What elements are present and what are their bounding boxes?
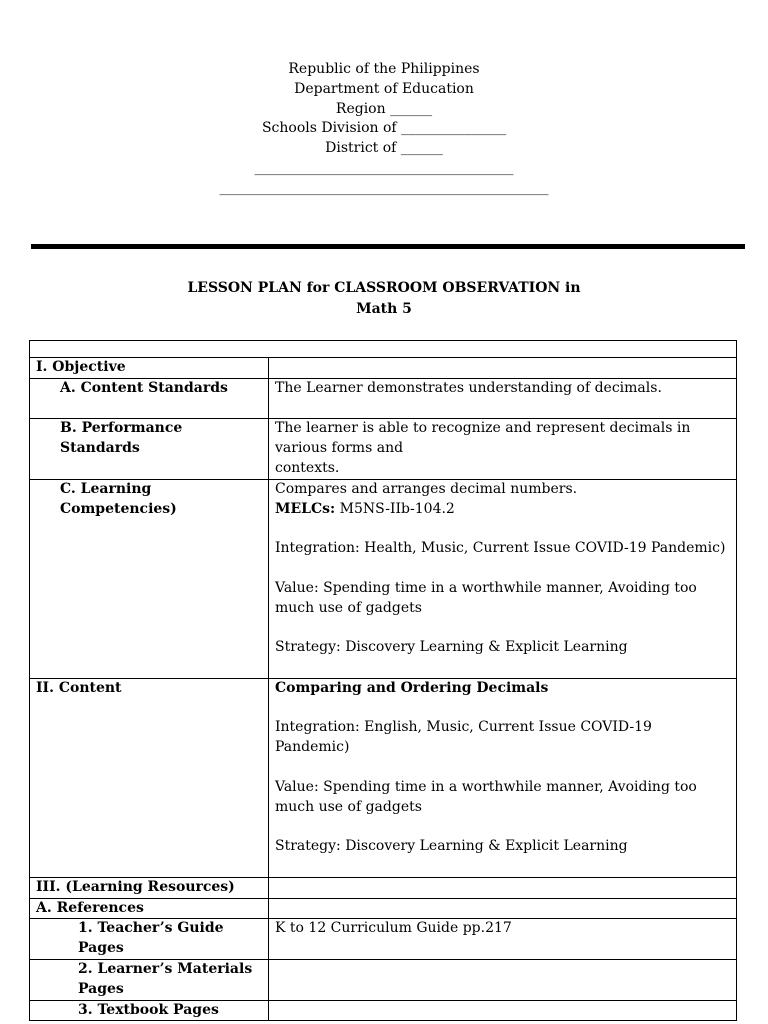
header-region: Region ______ [335,100,433,117]
performance-standards-label: B. Performance Standards [30,419,269,479]
competencies-line-1: Compares and arranges decimal numbers. [275,480,578,497]
competencies-value [269,479,737,678]
table-row [30,898,737,919]
content-standards-label: A. Content Standards [30,378,269,419]
content-standards-value: The Learner demonstrates understanding of decimals. [269,378,737,419]
objective-value [269,358,737,379]
document-header [0,60,768,199]
content-value-text: Value: Spending time in a worthwhile manner, Avoiding too much use of gadgets [275,778,697,815]
table-row [30,419,737,479]
references-label: A. References [30,898,269,919]
textbook-value [269,1000,737,1021]
content-integration: Integration: English, Music, Current Issue COVID-19 Pandemic) [275,719,652,756]
objective-label: I. Objective [30,358,269,379]
content-value [269,678,737,877]
table-row [30,479,737,678]
performance-standards-line-2: contexts. [275,459,340,476]
table-row [30,341,737,358]
header-department: Department of Education [294,80,474,97]
table-row [30,358,737,379]
title-line-1: LESSON PLAN for CLASSROOM OBSERVATION in [187,280,581,296]
header-blank-line-2: _______________________________________________ [219,179,549,196]
lesson-plan-table [29,340,737,1021]
header-division: Schools Division of _______________ [261,120,507,137]
content-title: Comparing and Ordering Decimals [275,679,549,696]
performance-standards-value [269,419,737,479]
lesson-plan-title [0,278,768,320]
competencies-label: C. Learning Competencies) [30,479,269,678]
melcs-label: MELCs: [275,500,336,517]
table-row [30,678,737,877]
competencies-strategy: Strategy: Discovery Learning & Explicit Learning [275,639,628,656]
teachers-guide-value: K to 12 Curriculum Guide pp.217 [269,919,737,960]
title-line-2: Math 5 [356,301,412,317]
content-strategy: Strategy: Discovery Learning & Explicit Learning [275,838,628,855]
teachers-guide-label: 1. Teacher’s Guide Pages [30,919,269,960]
table-row [30,919,737,960]
resources-value [269,877,737,898]
header-republic: Republic of the Philippines [288,61,480,77]
melcs-line [275,500,730,520]
header-district: District of ______ [325,140,443,157]
textbook-label: 3. Textbook Pages [30,1000,269,1021]
references-value [269,898,737,919]
melcs-code: M5NS-IIb-104.2 [335,500,455,517]
learners-materials-label: 2. Learner’s Materials Pages [30,959,269,1000]
content-label: II. Content [30,678,269,877]
table-top-cell [30,341,737,358]
learners-materials-value [269,959,737,1000]
competencies-integration: Integration: Health, Music, Current Issue COVID-19 Pandemic) [275,540,726,557]
horizontal-rule [31,244,745,249]
table-row [30,959,737,1000]
header-blank-line-1: _____________________________________ [254,159,514,176]
table-row [30,1000,737,1021]
table-row [30,378,737,419]
table-row [30,877,737,898]
performance-standards-line-1: The learner is able to recognize and represent decimals in various forms and [275,420,691,457]
competencies-value-text: Value: Spending time in a worthwhile manner, Avoiding too much use of gadgets [275,579,697,616]
resources-label: III. (Learning Resources) [30,877,269,898]
